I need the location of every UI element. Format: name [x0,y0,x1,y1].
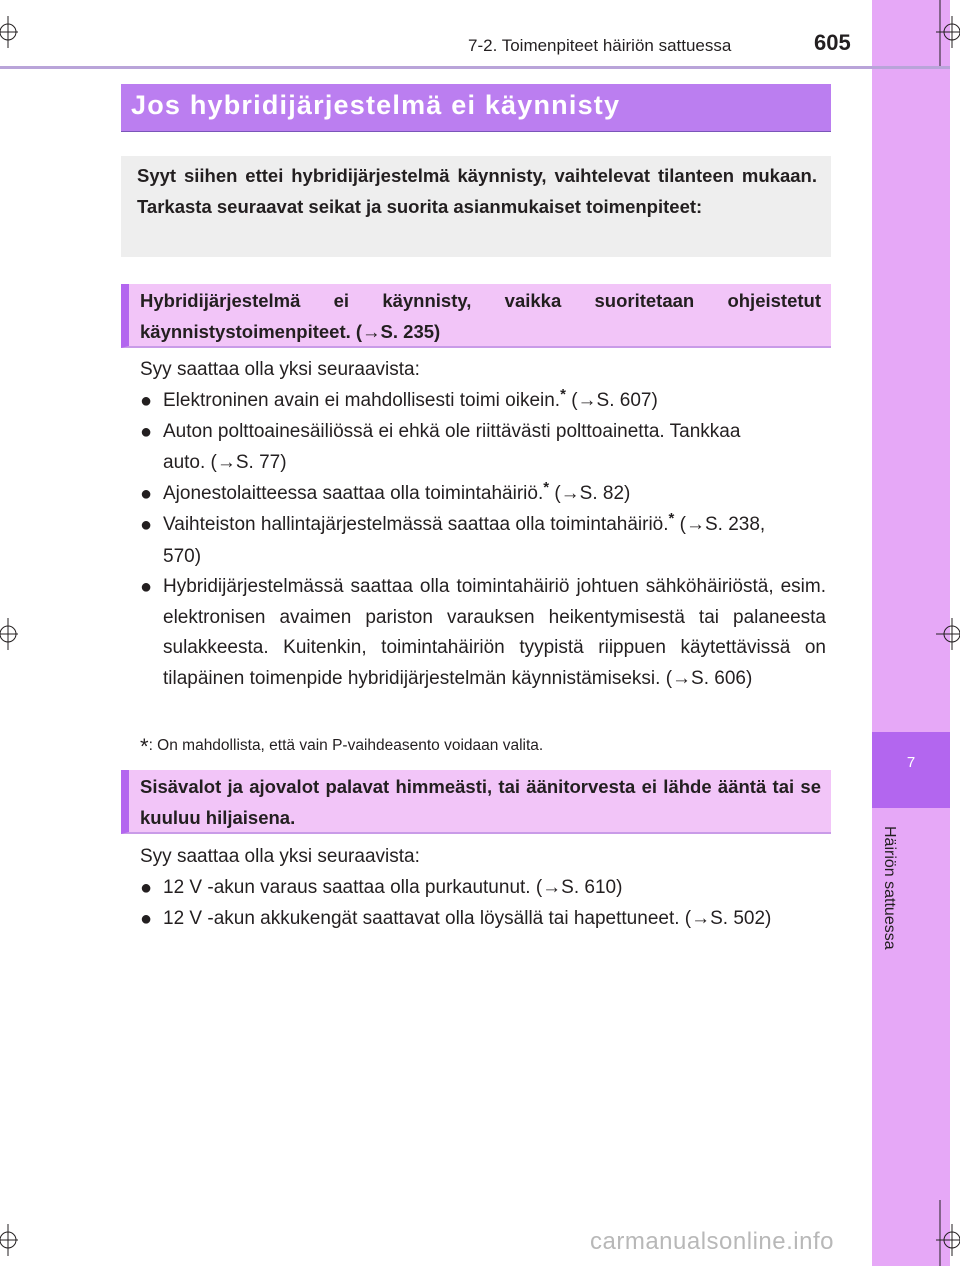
section-heading-1: Hybridijärjestelmä ei käynnisty, vaikka suoritetaan ohjeistetut käynnistystoimenpiteet. (→S. 235) [121,284,831,348]
bullet-icon: ● [140,421,153,443]
list-item: ● Hybridijärjestelmässä saattaa olla toimintahäiriö johtuen sähköhäiriöstä, esim. elektronisen avaimen pariston varauksen heikentymisestä tai palaneesta sulakkeesta. Kuitenkin, toimintahäiriön tyypistä riippuen käytettävissä on tilapäinen toimenpide hybridijärjestelmän käynnistämiseksi. (→S. 606) [140,572,826,694]
intro-box: Syyt siihen ettei hybridijärjestelmä käynnisty, vaihtelevat tilanteen mukaan. Tarkasta seuraavat seikat ja suorita asianmukaiset toimenpiteet: [121,156,831,257]
footnote-star: * [560,386,566,403]
list-item: ● Vaihteiston hallintajärjestelmässä saattaa olla toimintahäiriö.* (→S. 238, 570) [140,510,766,567]
chapter-label: Häiriön sattuessa [881,826,898,950]
list-item: ● Elektroninen avain ei mahdollisesti toimi oikein.* (→S. 607) [140,386,826,418]
watermark: carmanualsonline.info [590,1228,834,1255]
chapter-number: 7 [906,754,916,771]
section1-lead: Syy saattaa olla yksi seuraavista: [140,359,420,380]
footnote [140,730,544,759]
list-item: ● 12 V -akun varaus saattaa olla purkautunut. (→S. 610) [140,873,826,904]
section2-lead: Syy saattaa olla yksi seuraavista: [140,846,420,867]
footnote-text: : On mahdollista, että vain P-vaihdeasento voidaan valita. [148,737,544,754]
section-heading-2: Sisävalot ja ajovalot palavat himmeästi, tai äänitorvesta ei lähde ääntä tai se kuuluu hiljaisena. [121,770,831,834]
bullet-icon: ● [140,483,153,505]
footnote-star: * [543,479,550,496]
bullet-icon: ● [140,514,153,536]
page-title-bar [121,84,831,132]
bullet-icon: ● [140,908,153,930]
footnote-mark: * [140,734,149,759]
list-item: ● Auton polttoainesäiliössä ei ehkä ole riittävästi polttoainetta. Tankkaa auto. (→S. 77) [140,417,826,478]
list-item: ● Ajonestolaitteessa saattaa olla toimintahäiriö.* (→S. 82) [140,479,826,511]
footnote-star: * [668,510,675,527]
bullet-icon: ● [140,390,153,412]
page-title: Jos hybridijärjestelmä ei käynnisty [131,90,621,120]
page-number: 605 [814,30,851,55]
running-header-section: 7-2. Toimenpiteet häiriön sattuessa [468,36,732,55]
bullet-icon: ● [140,877,153,899]
list-item: ● 12 V -akun akkukengät saattavat olla löysällä tai hapettuneet. (→S. 502) [140,904,826,935]
bullet-icon: ● [140,576,153,598]
